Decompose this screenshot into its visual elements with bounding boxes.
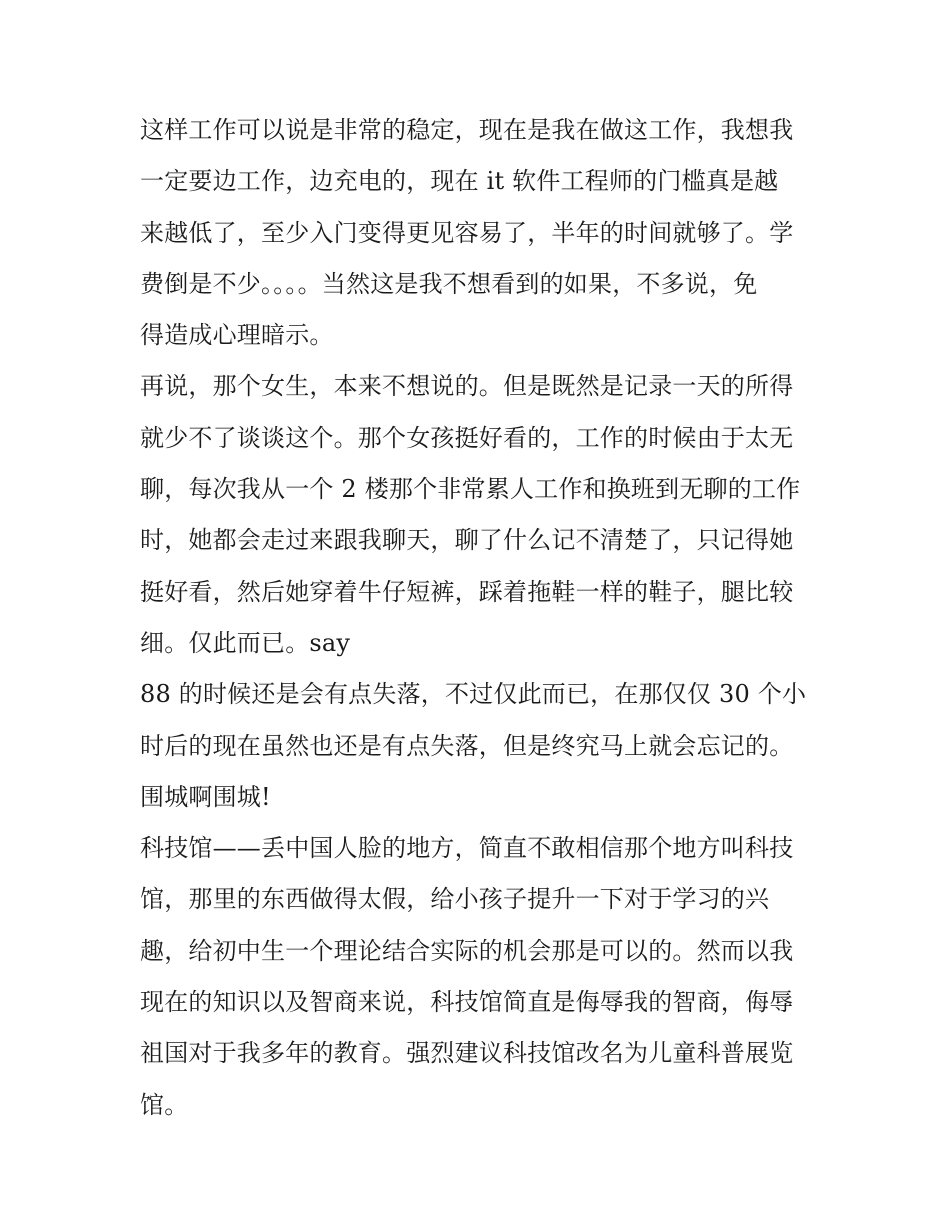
text-line: 祖国对于我多年的教育。强烈建议科技馆改名为儿童科普展览 [140,1039,794,1068]
text-line: 得造成心理暗示。 [140,321,334,350]
text-line: 来越低了，至少入门变得更见容易了，半年的时间就够了。学 [140,218,794,247]
text-line: 馆。 [140,1090,189,1119]
document-body [140,105,816,1131]
text-line: 趣，给初中生一个理论结合实际的机会那是可以的。然而以我 [140,936,794,965]
text-line: 这样工作可以说是非常的稳定，现在是我在做这工作，我想我 [140,116,794,144]
text-line: 科技馆——丢中国人脸的地方，简直不敢相信那个地方叫科技 [140,834,794,863]
text-line: 聊，每次我从一个 2 楼那个非常累人工作和换班到无聊的工作 [140,475,801,504]
text-line: 就少不了谈谈这个。那个女孩挺好看的，工作的时候由于太无 [140,423,794,452]
text-line: 细。仅此而已。say [140,628,351,657]
text-line: 再说，那个女生，本来不想说的。但是既然是记录一天的所得 [140,372,794,401]
text-line: 馆，那里的东西做得太假，给小孩子提升一下对于学习的兴 [140,885,770,914]
text-line: 费倒是不少。。。。当然这是我不想看到的如果，不多说，免 [140,269,758,298]
text-line: 围城啊围城! [140,782,271,811]
text-line: 时后的现在虽然也还是有点失落，但是终究马上就会忘记的。 [140,731,794,760]
text-line: 一定要边工作，边充电的，现在 it 软件工程师的门槛真是越 [140,167,779,196]
text-line: 现在的知识以及智商来说，科技馆简直是侮辱我的智商，侮辱 [140,988,794,1017]
text-line: 挺好看，然后她穿着牛仔短裤，踩着拖鞋一样的鞋子，腿比较 [140,577,794,606]
text-line: 时，她都会走过来跟我聊天，聊了什么记不清楚了，只记得她 [140,526,794,555]
text-line: 88 的时候还是会有点失落，不过仅此而已，在那仅仅 30 个小 [140,680,807,709]
